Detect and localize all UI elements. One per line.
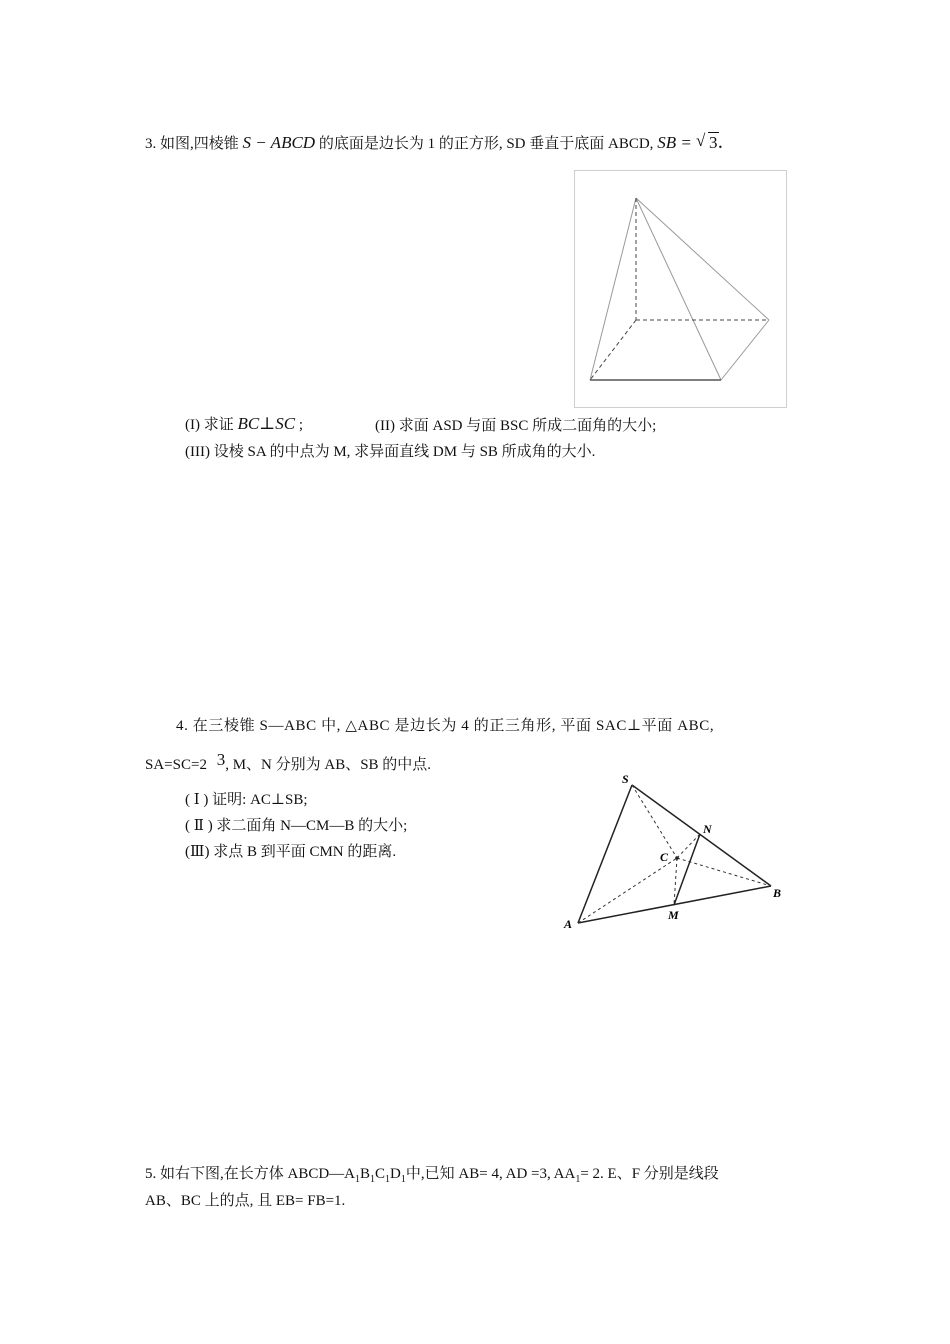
problem4-sa-sc: SA=SC=2 (145, 757, 207, 773)
problem3-pyramid-figure (574, 170, 787, 408)
problem4-tetrahedron-figure (556, 768, 796, 938)
problem5-line1-c: = 2. E、F 分别是线段 (580, 1166, 719, 1182)
edge-BC (721, 320, 769, 380)
point-C (675, 856, 679, 860)
edge-SA (590, 198, 636, 380)
label-M: M (668, 908, 679, 922)
figure-frame (575, 171, 787, 408)
label-C: C (660, 850, 669, 864)
problem3-part1-end: ; (298, 417, 303, 433)
vertex-b: B (360, 1166, 371, 1182)
problem5-line1 (145, 1164, 719, 1186)
problem4-line1: 4. 在三棱锥 S—ABC 中, △ABC 是边长为 4 的正三角形, 平面 SAC⊥平面 ABC, (176, 718, 715, 734)
sub-4: 1 (400, 1174, 406, 1185)
edge-SA (578, 785, 632, 923)
sqrt-3 (696, 133, 719, 153)
edge-SB (632, 785, 771, 886)
problem3-pyramid-name: S − ABCD (242, 133, 316, 152)
label-B: B (773, 886, 782, 900)
problem4-line2 (145, 750, 432, 775)
edge-DA-hidden (590, 320, 636, 380)
problem3-part1-math: BC⊥SC (237, 414, 296, 433)
problem3-part1-label: (I) 求证 (185, 417, 234, 433)
problem4-part2: ( Ⅱ ) 求二面角 N—CM—B 的大小; (185, 818, 408, 834)
problem4-part3: (Ⅲ) 求点 B 到平面 CMN 的距离. (185, 844, 397, 860)
edge-SC-hidden (632, 785, 677, 858)
problem5-line2: AB、BC 上的点, 且 EB= FB=1. (145, 1193, 346, 1209)
label-A: A (564, 917, 573, 931)
problem4-line2-b: , M、N 分别为 AB、SB 的中点. (225, 757, 432, 773)
problem5-line1-a: 5. 如右下图,在长方体 ABCD—A (145, 1166, 356, 1182)
edge-CN-hidden (677, 834, 700, 858)
sub-5: 1 (575, 1174, 581, 1185)
problem3-part3: (III) 设棱 SA 的中点为 M, 求异面直线 DM 与 SB 所成角的大小. (185, 444, 596, 460)
problem3-intro-a: 如图,四棱锥 (160, 136, 239, 152)
problem3-parts-row1 (185, 414, 303, 435)
problem4-root: 3 (216, 750, 226, 769)
problem4-part1: ( Ⅰ ) 证明: AC⊥SB; (185, 792, 308, 808)
edge-CB-hidden (677, 858, 771, 886)
label-N: N (703, 822, 712, 836)
problem3-statement (145, 133, 722, 154)
radical-sign-icon: √ (696, 131, 706, 150)
edge-SB (636, 198, 721, 380)
problem3-part2: (II) 求面 ASD 与面 BSC 所成二面角的大小; (375, 418, 657, 434)
problem3-period: . (718, 136, 723, 152)
problem3-sb-equation (657, 133, 718, 152)
edge-SC (636, 198, 769, 320)
sub-1: 1 (355, 1174, 361, 1185)
problem3-intro-b: 的底面是边长为 1 的正方形, SD 垂直于底面 ABCD, (318, 136, 654, 152)
edge-NM (674, 834, 700, 905)
sub-3: 1 (385, 1174, 391, 1185)
sub-2: 1 (370, 1174, 376, 1185)
problem5-line1-b: 中,已知 AB= 4, AD =3, AA (405, 1166, 576, 1182)
problem3-number: 3. (145, 136, 157, 152)
vertex-d: D (390, 1166, 401, 1182)
label-S: S (622, 772, 629, 786)
sqrt-radicand: 3 (709, 133, 718, 152)
vertex-c: C (375, 1166, 386, 1182)
sb-lhs: SB = (657, 133, 692, 152)
